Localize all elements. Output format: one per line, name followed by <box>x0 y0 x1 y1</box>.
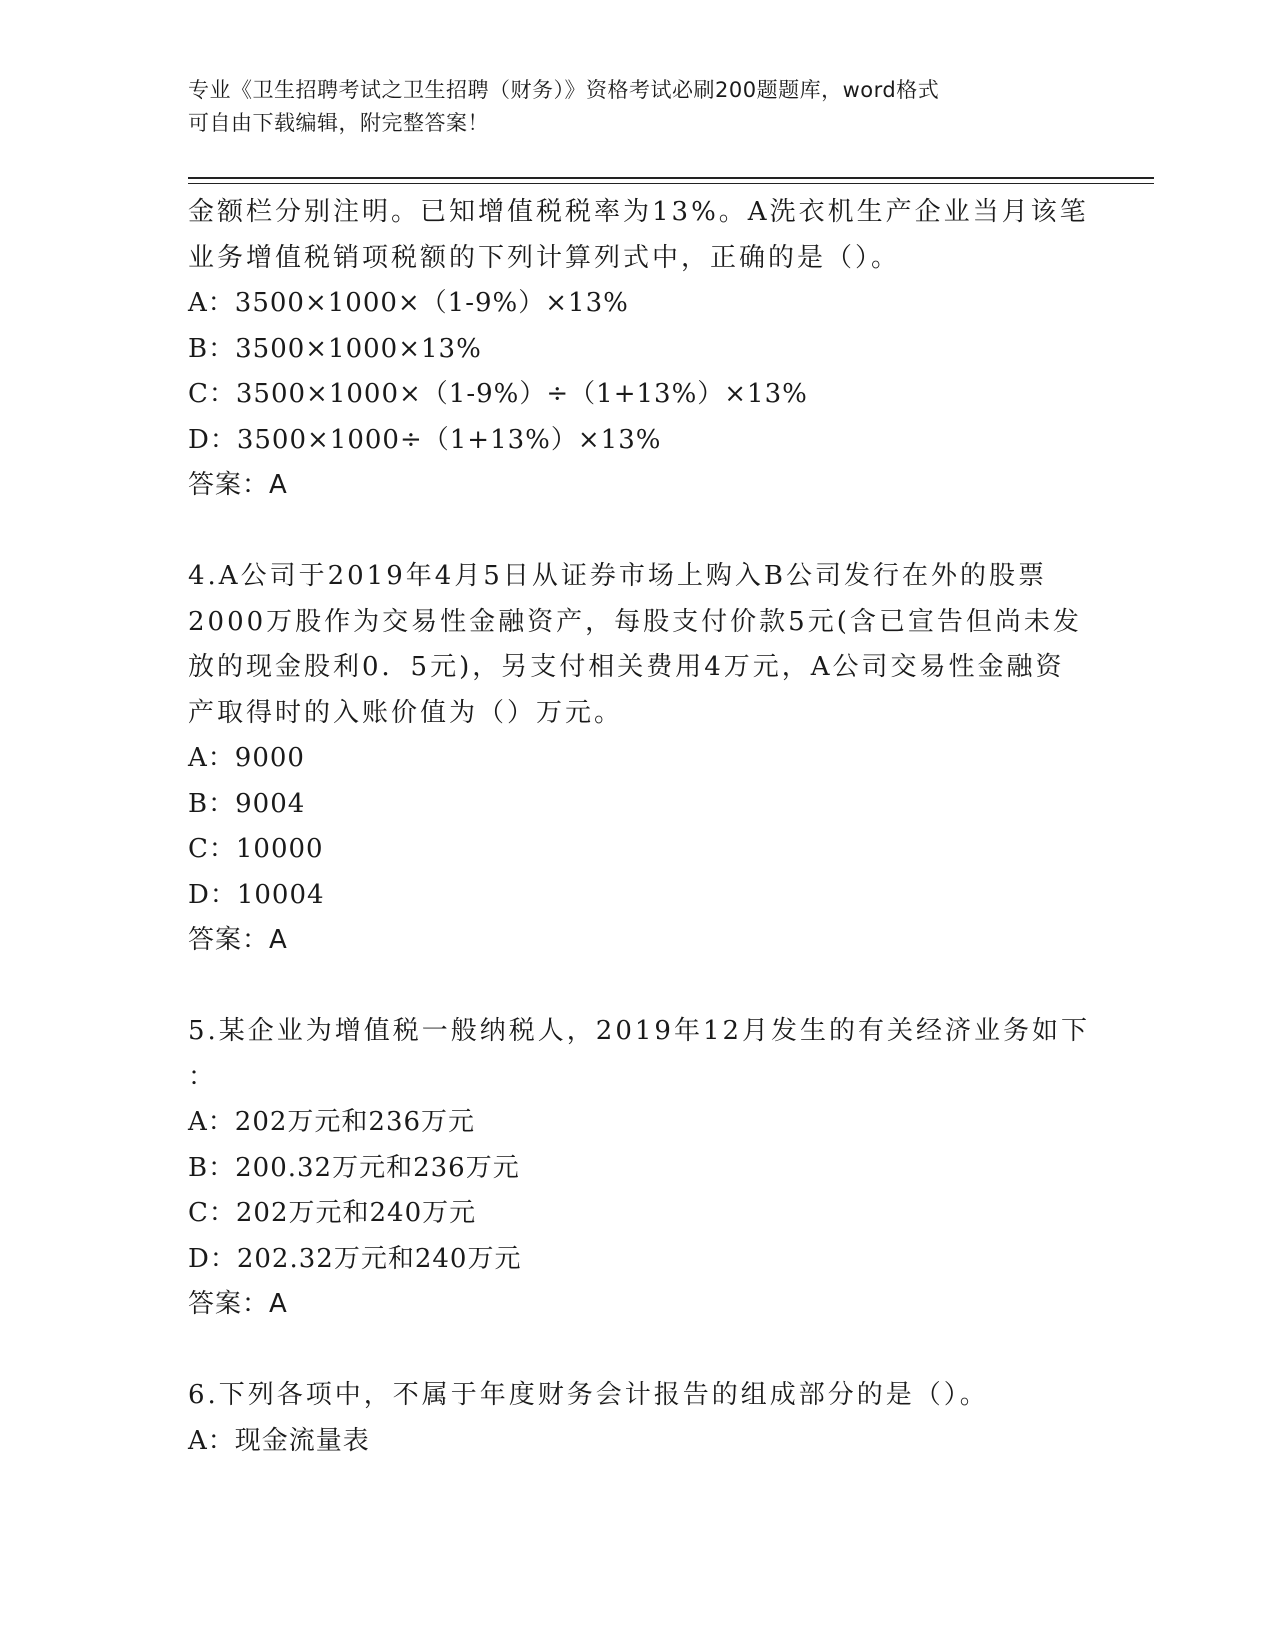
answer-line: 答案：A <box>188 925 288 955</box>
question-spacer <box>188 1328 1088 1374</box>
question-4-stem <box>188 554 1088 736</box>
option-a: A：现金流量表 <box>188 1425 370 1456</box>
document-header <box>188 74 1078 140</box>
question-spacer <box>188 509 1088 555</box>
question-5-stem <box>188 1009 1091 1100</box>
question-6 <box>188 1373 1088 1464</box>
question-3-stem <box>188 190 1088 281</box>
answer-line: 答案：A <box>188 470 288 500</box>
question-6-stem <box>188 1373 1088 1419</box>
question-list <box>188 190 1091 1464</box>
header-title-line-2: 可自由下载编辑，附完整答案！ <box>188 111 489 135</box>
stem-line: 产取得时的入账价值为（）万元。 <box>188 697 624 728</box>
stem-line: 4.A公司于2019年4月5日从证券市场上购入B公司发行在外的股票 <box>188 561 1047 591</box>
stem-line: 2000万股作为交易性金融资产，每股支付价款5元(含已宣告但尚未发 <box>188 606 1082 637</box>
option-d: D：202.32万元和240万元 <box>188 1243 522 1274</box>
option-d: D：3500×1000÷（1+13%）×13% <box>188 424 662 455</box>
option-a: A：3500×1000×（1-9%）×13% <box>188 288 629 318</box>
question-spacer <box>188 964 1088 1010</box>
header-divider-thin <box>188 183 1154 184</box>
answer-line: 答案：A <box>188 1289 288 1319</box>
question-5 <box>188 1009 1091 1328</box>
option-d: D：10004 <box>188 879 325 910</box>
stem-line: 金额栏分别注明。已知增值税税率为13%。A洗衣机生产企业当月该笔 <box>188 197 1089 227</box>
stem-line: 业务增值税销项税额的下列计算列式中，正确的是（）。 <box>188 242 901 273</box>
option-c: C：10000 <box>188 834 324 864</box>
header-divider-thick <box>188 177 1154 179</box>
option-c: C：202万元和240万元 <box>188 1198 477 1228</box>
option-a: A：202万元和236万元 <box>188 1107 476 1137</box>
option-b: B：200.32万元和236万元 <box>188 1152 520 1183</box>
option-b: B：3500×1000×13% <box>188 333 482 364</box>
header-title-line-1: 专业《卫生招聘考试之卫生招聘（财务）》资格考试必刷200题题库，word格式 <box>188 78 940 102</box>
option-b: B：9004 <box>188 788 306 819</box>
stem-line: 5.某企业为增值税一般纳税人，2019年12月发生的有关经济业务如下 <box>188 1016 1091 1046</box>
option-a: A：9000 <box>188 743 305 773</box>
option-c: C：3500×1000×（1-9%）÷（1+13%）×13% <box>188 379 808 409</box>
stem-line: ： <box>188 1061 218 1092</box>
question-3 <box>188 190 1088 509</box>
question-4 <box>188 554 1088 964</box>
stem-line: 6.下列各项中，不属于年度财务会计报告的组成部分的是（）。 <box>188 1380 989 1410</box>
stem-line: 放的现金股利0．5元)，另支付相关费用4万元，A公司交易性金融资 <box>188 652 1065 682</box>
